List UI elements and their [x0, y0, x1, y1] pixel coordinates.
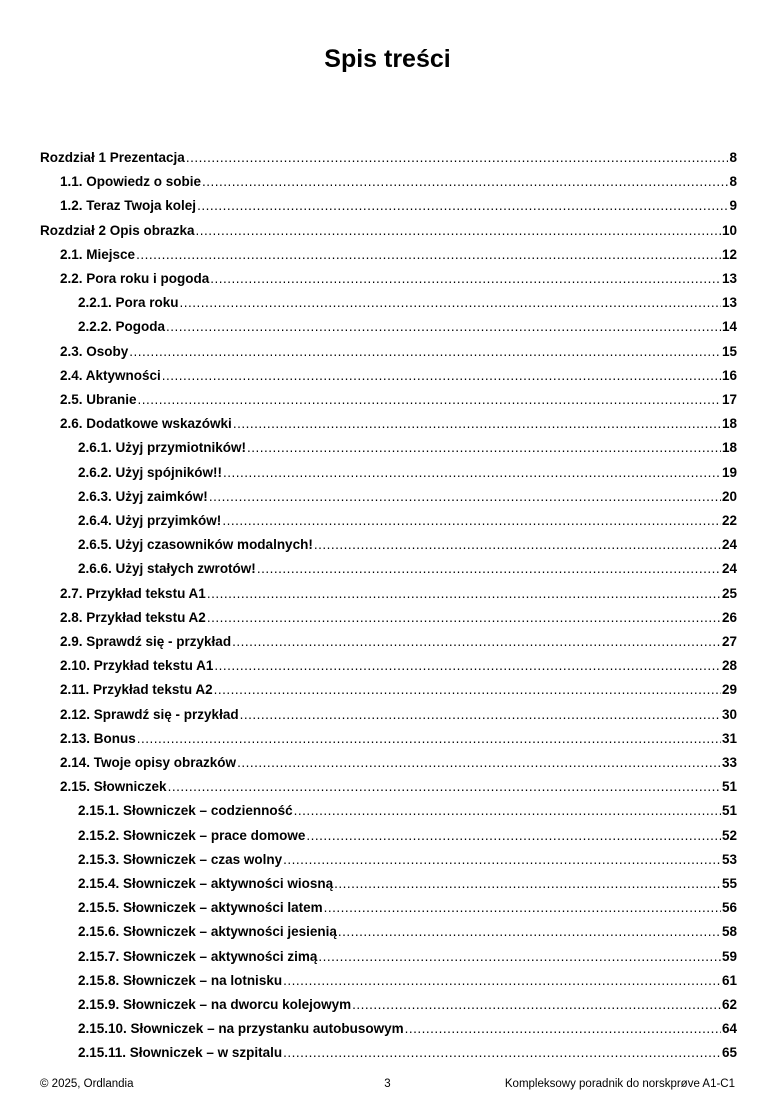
toc-dot-leader — [283, 971, 721, 991]
toc-entry-page-number: 8 — [729, 174, 737, 190]
toc-entry-label: 2.15.5. Słowniczek – aktywności latem — [78, 900, 323, 916]
toc-dot-leader — [196, 221, 721, 241]
page-title: Spis treści — [324, 45, 451, 73]
toc-entry-label: 2.15.6. Słowniczek – aktywności jesienią — [78, 924, 337, 940]
toc-entry-page-number: 56 — [721, 900, 737, 916]
toc-entry[interactable] — [78, 1019, 737, 1039]
toc-dot-leader — [240, 705, 721, 725]
toc-dot-leader — [324, 898, 721, 918]
toc-entry[interactable] — [60, 608, 737, 628]
toc-entry[interactable] — [78, 874, 737, 894]
toc-dot-leader — [214, 680, 721, 700]
toc-entry-label: 2.1. Miejsce — [60, 246, 136, 262]
toc-entry-page-number: 16 — [721, 367, 737, 383]
toc-entry-label: 2.6.2. Użyj spójników!! — [78, 464, 223, 480]
toc-entry-label: 2.7. Przykład tekstu A1 — [60, 585, 206, 601]
toc-dot-leader — [334, 874, 721, 894]
toc-dot-leader — [202, 172, 728, 192]
toc-entry[interactable] — [60, 196, 737, 216]
toc-entry[interactable] — [40, 221, 737, 241]
toc-dot-leader — [306, 826, 721, 846]
toc-entry-label: 2.15.3. Słowniczek – czas wolny — [78, 851, 283, 867]
footer-book-title: Kompleksowy poradnik do norskprøve A1-C1 — [504, 1078, 735, 1090]
toc-entry-page-number: 30 — [721, 706, 737, 722]
toc-dot-leader — [405, 1019, 721, 1039]
toc-entry-page-number: 9 — [729, 198, 737, 214]
toc-entry[interactable] — [78, 535, 737, 555]
toc-entry[interactable] — [60, 705, 737, 725]
toc-dot-leader — [214, 656, 721, 676]
toc-dot-leader — [237, 753, 721, 773]
toc-entry-page-number: 14 — [721, 319, 737, 335]
toc-entry-label: 2.8. Przykład tekstu A2 — [60, 609, 206, 625]
toc-entry-label: 2.15.8. Słowniczek – na lotnisku — [78, 972, 283, 988]
toc-entry-page-number: 20 — [721, 488, 737, 504]
toc-entry-page-number: 26 — [721, 609, 737, 625]
toc-dot-leader — [209, 487, 721, 507]
toc-entry[interactable] — [78, 801, 737, 821]
toc-dot-leader — [233, 414, 721, 434]
toc-entry-page-number: 28 — [721, 658, 737, 674]
toc-entry[interactable] — [60, 172, 737, 192]
toc-dot-leader — [129, 342, 721, 362]
toc-entry-label: 2.15.4. Słowniczek – aktywności wiosną — [78, 876, 334, 891]
toc-entry-page-number: 53 — [721, 851, 737, 867]
toc-entry-page-number: 18 — [721, 416, 737, 432]
toc-dot-leader — [207, 584, 721, 604]
toc-entry-label: 2.15.1. Słowniczek – codzienność — [78, 803, 293, 819]
toc-entry-label: 2.15.10. Słowniczek – na przystanku autobusowym — [78, 1021, 404, 1037]
toc-dot-leader — [138, 390, 721, 410]
toc-dot-leader — [318, 947, 721, 967]
toc-dot-leader — [197, 196, 728, 216]
toc-dot-leader — [222, 511, 721, 531]
toc-entry[interactable] — [78, 511, 737, 531]
toc-dot-leader — [257, 559, 721, 579]
toc-entry-page-number: 29 — [721, 682, 737, 698]
toc-entry[interactable] — [60, 342, 737, 362]
toc-entry-page-number: 61 — [721, 972, 737, 988]
toc-entry-page-number: 13 — [721, 295, 737, 311]
toc-dot-leader — [247, 438, 721, 458]
toc-entry[interactable] — [60, 656, 737, 676]
toc-entry[interactable] — [78, 850, 737, 870]
toc-entry[interactable] — [78, 463, 737, 483]
toc-entry[interactable] — [60, 414, 737, 434]
toc-entry[interactable] — [78, 1043, 737, 1063]
toc-entry-page-number: 15 — [721, 343, 737, 359]
toc-entry-label: 2.13. Bonus — [60, 730, 136, 746]
toc-entry-label: 2.12. Sprawdź się - przykład — [60, 706, 239, 722]
toc-dot-leader — [162, 366, 721, 386]
toc-entry-label: 2.10. Przykład tekstu A1 — [60, 658, 214, 674]
toc-entry-label: 2.2. Pora roku i pogoda — [60, 271, 210, 286]
toc-entry-page-number: 27 — [721, 634, 737, 649]
toc-dot-leader — [232, 632, 721, 652]
toc-entry[interactable] — [60, 777, 737, 797]
toc-entry-label: 2.4. Aktywności — [60, 367, 161, 383]
toc-dot-leader — [207, 608, 721, 628]
toc-entry-label: 2.6. Dodatkowe wskazówki — [60, 416, 232, 432]
toc-entry[interactable] — [40, 148, 737, 168]
toc-entry-page-number: 52 — [721, 827, 737, 843]
toc-entry-label: 2.5. Ubranie — [60, 392, 137, 407]
toc-entry-page-number: 59 — [721, 948, 737, 964]
toc-entry-page-number: 62 — [721, 997, 737, 1012]
toc-entry[interactable] — [78, 947, 737, 967]
toc-entry[interactable] — [60, 680, 737, 700]
toc-entry-page-number: 24 — [721, 537, 737, 553]
toc-entry-label: 2.6.5. Użyj czasowników modalnych! — [78, 537, 313, 553]
toc-entry-page-number: 64 — [721, 1021, 737, 1037]
toc-entry[interactable] — [60, 269, 737, 289]
toc-entry-page-number: 55 — [721, 876, 737, 891]
toc-entry-label: 2.2.2. Pogoda — [78, 319, 166, 335]
toc-entry-page-number: 58 — [721, 924, 737, 940]
toc-entry[interactable] — [78, 922, 737, 942]
toc-entry-label: Rozdział 1 Prezentacja — [40, 150, 185, 165]
toc-dot-leader — [180, 293, 721, 313]
toc-entry[interactable] — [60, 729, 737, 749]
page-footer — [0, 1076, 775, 1092]
toc-entry[interactable] — [78, 898, 737, 918]
toc-entry-page-number: 31 — [721, 730, 737, 746]
toc-dot-leader — [136, 245, 721, 265]
toc-entry-label: 2.15.2. Słowniczek – prace domowe — [78, 827, 306, 843]
toc-entry-page-number: 22 — [721, 513, 737, 528]
toc-entry-label: 2.15.11. Słowniczek – w szpitalu — [78, 1045, 283, 1061]
toc-entry[interactable] — [78, 559, 737, 579]
toc-entry-page-number: 51 — [721, 779, 737, 795]
toc-entry-page-number: 8 — [729, 150, 737, 165]
toc-entry[interactable] — [78, 826, 737, 846]
toc-dot-leader — [314, 535, 721, 555]
toc-dot-leader — [168, 777, 721, 797]
toc-entry-label: 2.15.9. Słowniczek – na dworcu kolejowym — [78, 997, 352, 1012]
toc-entry[interactable] — [60, 366, 737, 386]
toc-entry[interactable] — [78, 487, 737, 507]
toc-entry-label: 2.6.4. Użyj przyimków! — [78, 513, 222, 528]
toc-entry-page-number: 33 — [721, 755, 737, 770]
footer-copyright: © 2025, Ordlandia — [40, 1078, 134, 1090]
toc-dot-leader — [210, 269, 721, 289]
toc-entry[interactable] — [78, 971, 737, 991]
toc-entry-label: 2.14. Twoje opisy obrazków — [60, 755, 237, 770]
footer-page-number: 3 — [384, 1078, 391, 1090]
toc-entry-label: 2.6.3. Użyj zaimków! — [78, 488, 208, 504]
toc-entry-page-number: 17 — [721, 392, 737, 407]
toc-entry-label: 2.11. Przykład tekstu A2 — [60, 682, 213, 698]
toc-entry-page-number: 18 — [721, 440, 737, 456]
toc-entry[interactable] — [60, 245, 737, 265]
toc-dot-leader — [294, 801, 721, 821]
toc-entry-label: 2.15.7. Słowniczek – aktywności zimą — [78, 948, 318, 964]
toc-entry[interactable] — [60, 632, 737, 652]
toc-dot-leader — [283, 1043, 721, 1063]
toc-entry[interactable] — [78, 995, 737, 1015]
toc-entry-page-number: 24 — [721, 561, 737, 577]
toc-entry[interactable] — [78, 293, 737, 313]
toc-entry-page-number: 13 — [721, 271, 737, 286]
toc-entry-page-number: 19 — [721, 464, 737, 480]
toc-entry[interactable] — [60, 390, 737, 410]
toc-entry-label: 2.3. Osoby — [60, 343, 129, 359]
toc-dot-leader — [137, 729, 721, 749]
toc-entry-page-number: 25 — [721, 585, 737, 601]
toc-entry[interactable] — [60, 584, 737, 604]
toc-entry-label: 1.2. Teraz Twoja kolej — [60, 198, 197, 214]
toc-entry-page-number: 51 — [721, 803, 737, 819]
toc-entry-label: 2.9. Sprawdź się - przykład — [60, 634, 232, 649]
toc-entry-label: 1.1. Opowiedz o sobie — [60, 174, 202, 190]
toc-dot-leader — [352, 995, 721, 1015]
toc-entry-page-number: 10 — [721, 222, 737, 238]
toc-entry-label: 2.2.1. Pora roku — [78, 295, 179, 311]
toc-entry-label: 2.15. Słowniczek — [60, 779, 167, 795]
toc-entry-label: Rozdział 2 Opis obrazka — [40, 222, 195, 238]
toc-entry[interactable] — [78, 317, 737, 337]
toc-entry-label: 2.6.1. Użyj przymiotników! — [78, 440, 247, 456]
toc-entry[interactable] — [60, 753, 737, 773]
toc-dot-leader — [283, 850, 721, 870]
toc-dot-leader — [223, 463, 721, 483]
toc-dot-leader — [166, 317, 721, 337]
toc-dot-leader — [186, 148, 729, 168]
toc-entry-label: 2.6.6. Użyj stałych zwrotów! — [78, 561, 256, 577]
toc-dot-leader — [338, 922, 721, 942]
toc-entry[interactable] — [78, 438, 737, 458]
toc-entry-page-number: 12 — [721, 246, 737, 262]
toc-entry-page-number: 65 — [721, 1045, 737, 1061]
